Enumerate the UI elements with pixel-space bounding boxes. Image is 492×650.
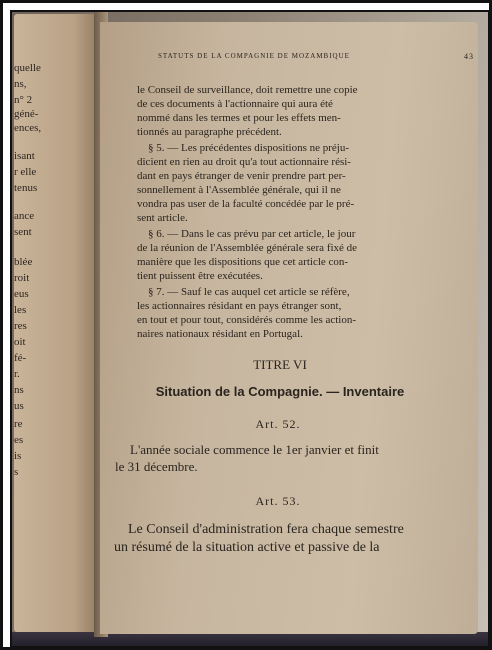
photo xyxy=(10,10,490,648)
left-fragment: ns, xyxy=(14,78,27,90)
left-fragment: oit xyxy=(14,336,26,348)
article-text: un résumé de la situation active et passive de la xyxy=(114,540,380,555)
left-fragment: r. xyxy=(14,368,20,380)
left-fragment: sent xyxy=(14,226,32,238)
left-fragment: n° 2 xyxy=(14,94,33,106)
body-line: § 5. — Les précédentes dispositions ne préju- xyxy=(148,142,350,154)
body-line: tionnés au paragraphe précédent. xyxy=(137,126,282,138)
left-fragment: eus xyxy=(14,288,29,300)
article-text: Le Conseil d'administration fera chaque semestre xyxy=(128,522,404,537)
body-line: dicient en rien au droit qu'a tout actionnaire rési- xyxy=(137,156,351,168)
body-line: tient puissent être exécutées. xyxy=(137,270,263,282)
left-fragment: blée xyxy=(14,256,33,268)
body-line: § 6. — Dans le cas prévu par cet article, le jour xyxy=(148,228,356,240)
body-line: vondra pas user de la faculté concédée par le pré- xyxy=(137,198,355,210)
body-line: en tout et pour tout, considérés comme les action- xyxy=(137,314,357,326)
body-line: de la réunion de l'Assemblée générale sera fixé de xyxy=(137,242,358,254)
body-line: le Conseil de surveillance, doit remettre une copie xyxy=(137,84,358,96)
left-fragment: is xyxy=(14,450,22,462)
article-label: Art. 52. xyxy=(255,417,301,431)
left-fragment: res xyxy=(14,320,27,332)
left-fragment: roit xyxy=(14,272,30,284)
page-number: 43 xyxy=(464,52,474,61)
body-line: les actionnaires résidant en pays étranger sont, xyxy=(137,300,342,312)
section-heading: Situation de la Compagnie. — Inventaire xyxy=(155,384,405,399)
right-page xyxy=(100,22,478,634)
left-fragment: isant xyxy=(14,150,35,162)
left-fragment: tenus xyxy=(14,182,38,194)
left-fragment: r elle xyxy=(14,166,37,178)
left-fragment: quelle xyxy=(14,62,41,74)
left-fragment: es xyxy=(14,434,24,446)
body-line: § 7. — Sauf le cas auquel cet article se réfère, xyxy=(148,286,350,298)
left-fragment: re xyxy=(14,418,23,430)
article-text: le 31 décembre. xyxy=(115,459,198,474)
body-line: sent article. xyxy=(137,212,188,224)
body-line: de ces documents à l'actionnaire qui aura été xyxy=(137,98,333,110)
titre-heading: TITRE VI xyxy=(253,357,307,372)
body-line: nommé dans les termes et pour les effets men- xyxy=(137,112,341,124)
article-text: L'année sociale commence le 1er janvier et finit xyxy=(130,442,379,457)
body-line: sonnellement à l'Assemblée générale, qui il ne xyxy=(137,184,341,196)
article-label: Art. 53. xyxy=(255,494,301,508)
left-fragment: ences, xyxy=(14,122,42,134)
table-edge xyxy=(12,632,488,646)
body-line: manière que les dispositions que cet article con- xyxy=(137,256,349,268)
left-fragment: s xyxy=(14,466,19,478)
running-title: STATUTS DE LA COMPAGNIE DE MOZAMBIQUE xyxy=(158,52,350,60)
body-line: naires nationaux résidant en Portugal. xyxy=(137,328,303,340)
left-fragment: us xyxy=(14,400,24,412)
left-page xyxy=(14,14,100,632)
body-line: dant en pays étranger de venir prendre part per- xyxy=(137,170,346,182)
left-fragment: ance xyxy=(14,210,35,222)
left-fragment: ns xyxy=(14,384,24,396)
left-fragment: les xyxy=(14,304,27,316)
left-fragment: géné- xyxy=(14,108,39,120)
left-fragment: fé- xyxy=(14,352,27,364)
